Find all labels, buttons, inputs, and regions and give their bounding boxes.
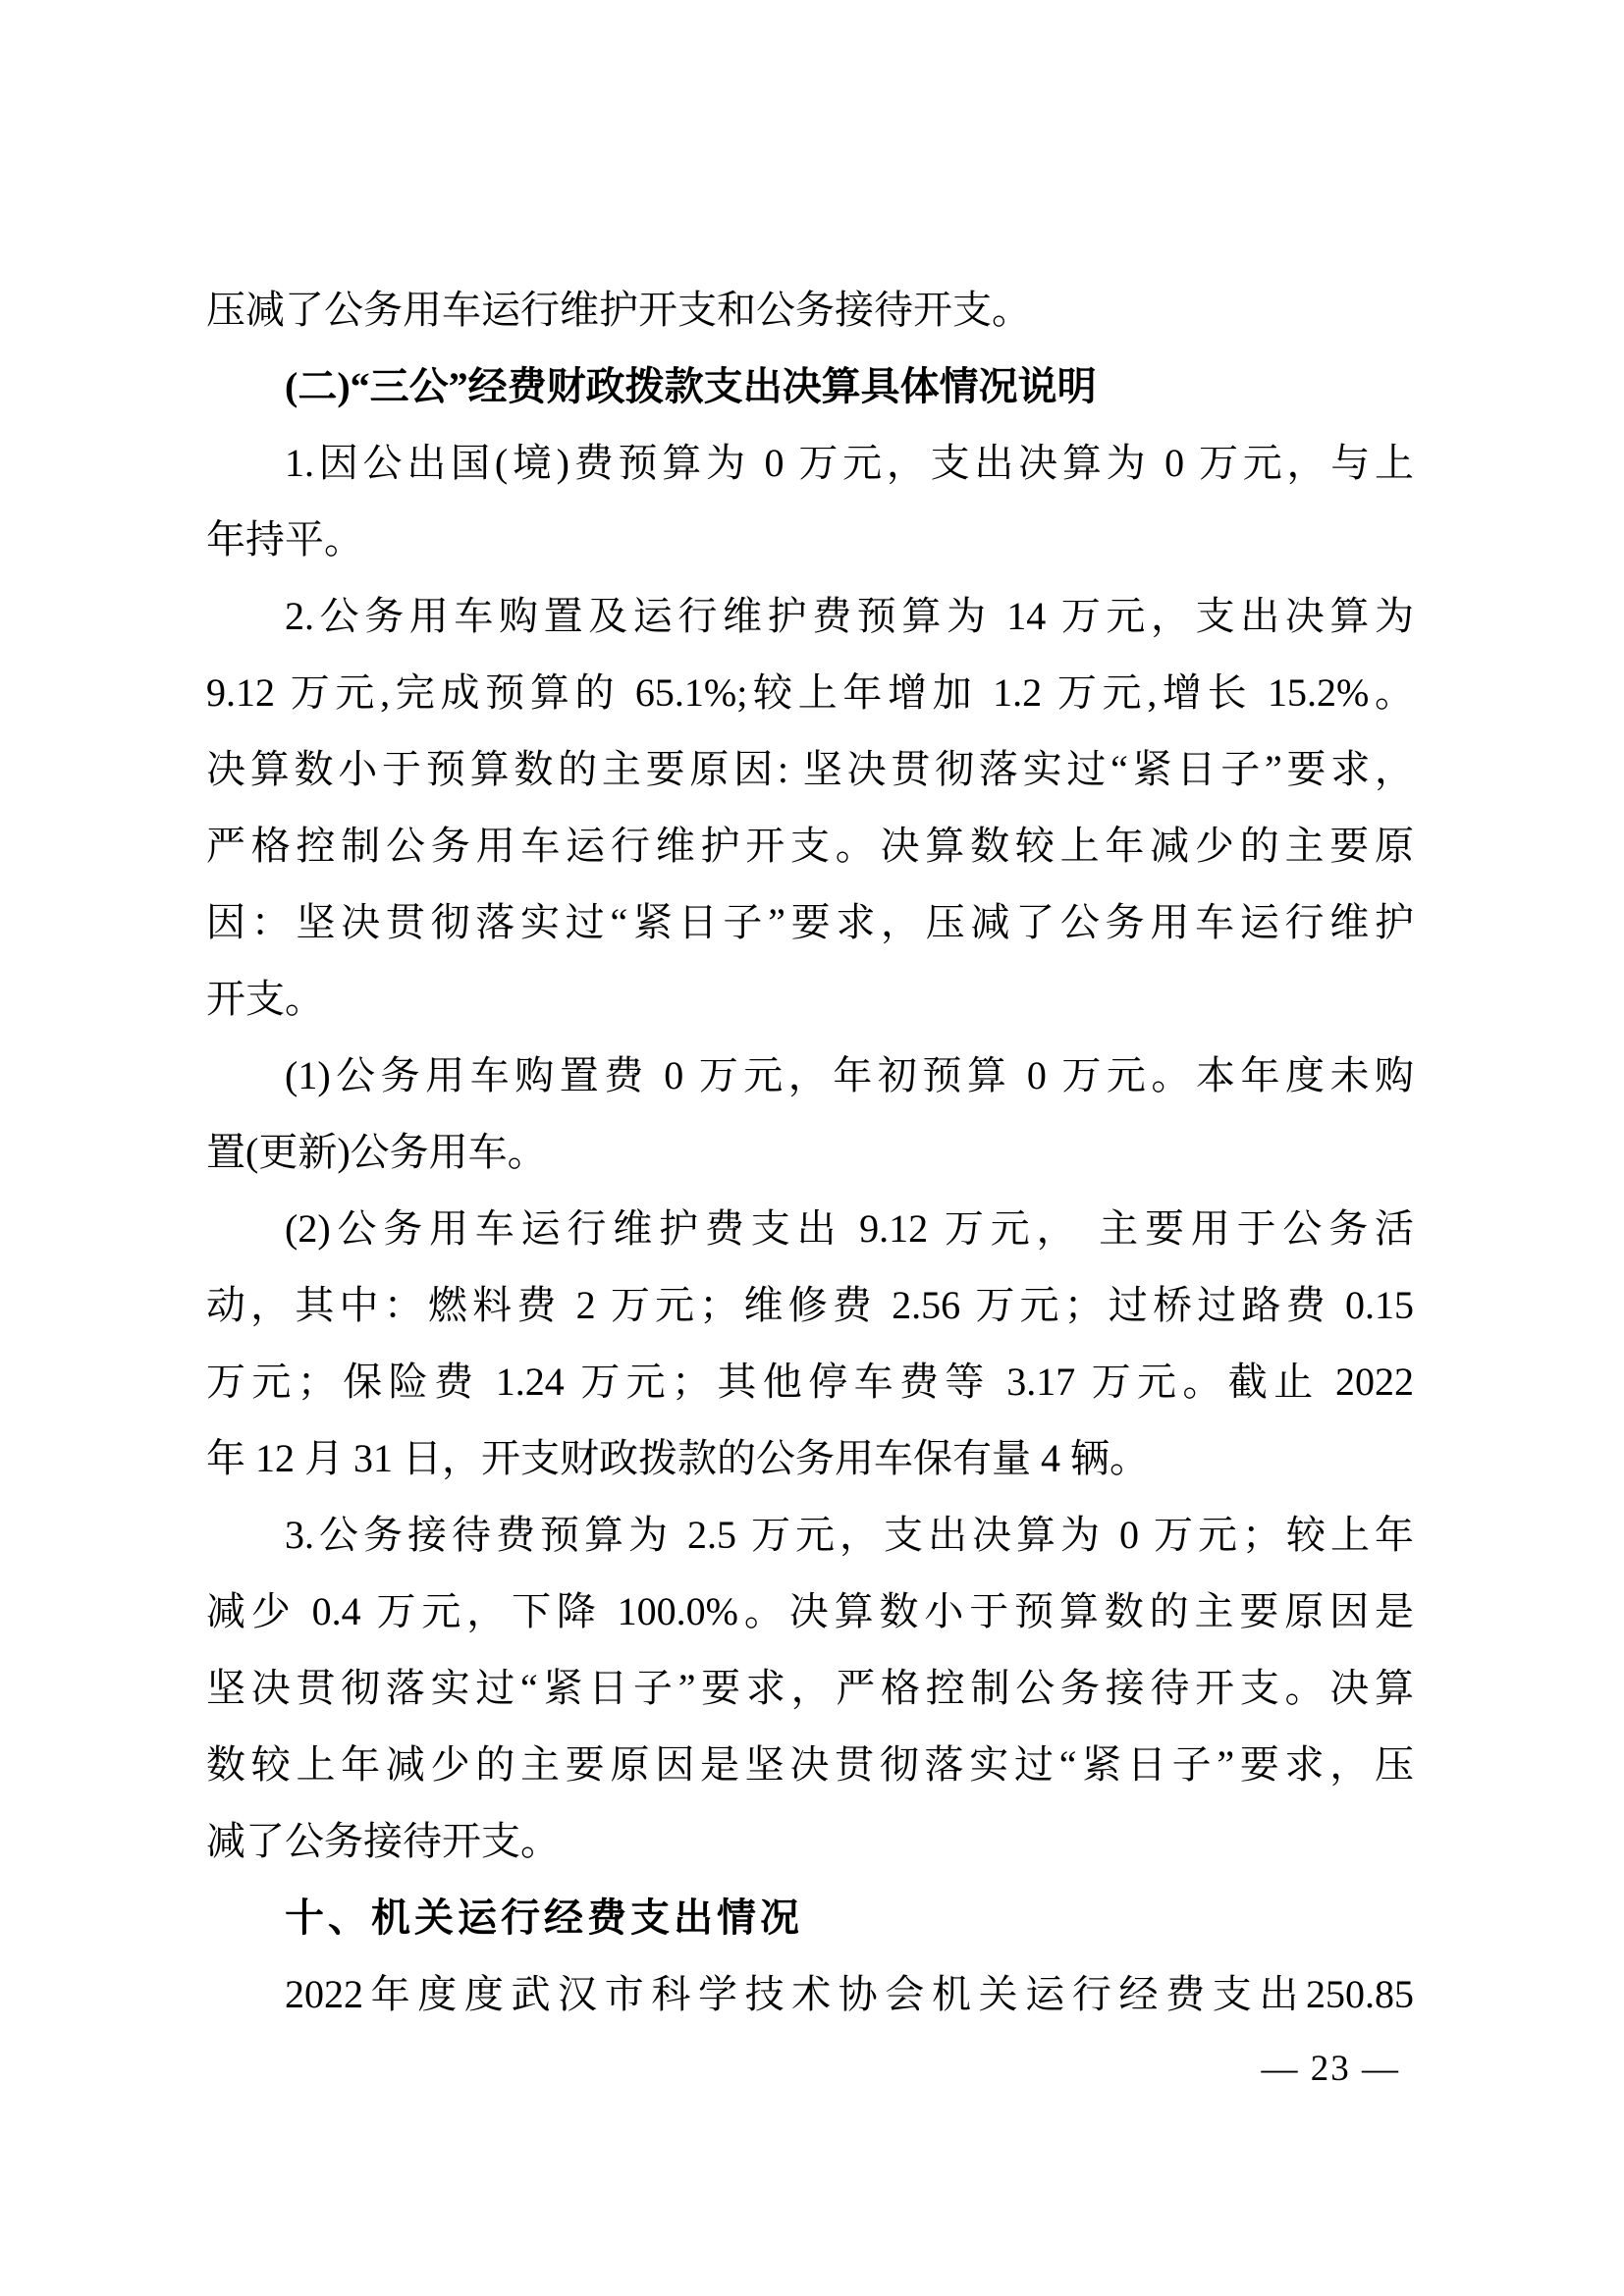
text-line-10: 开支。 (206, 977, 324, 1021)
text-line-7: 决算数小于预算数的主要原因: 坚决贯彻落实过“紧日子”要求， (206, 747, 1414, 791)
text-line-9: 因：坚决贯彻落实过“紧日子”要求，压减了公务用车运行维护 (206, 900, 1414, 944)
page-number: — 23 — (1261, 2049, 1400, 2089)
text-line-13: (2)公务用车运行维护费支出 9.12 万元， 主要用于公务活 (285, 1206, 1414, 1251)
text-line-11: (1)公务用车购置费 0 万元，年初预算 0 万元。本年度未购 (285, 1053, 1414, 1097)
text-line-6: 9.12 万元,完成预算的 65.1%;较上年增加 1.2 万元,增长 15.2%。 (206, 670, 1414, 715)
text-line-20: 数较上年减少的主要原因是坚决贯彻落实过“紧日子”要求，压 (206, 1742, 1414, 1787)
text-line-1: 压减了公务用车运行维护开支和公务接待开支。 (206, 288, 1031, 332)
text-line-15: 万元；保险费 1.24 万元；其他停车费等 3.17 万元。截止 2022 (206, 1360, 1414, 1404)
text-line-19: 坚决贯彻落实过“紧日子”要求，严格控制公务接待开支。决算 (206, 1666, 1414, 1710)
document-text-block (206, 272, 1414, 2033)
text-line-16: 年 12 月 31 日，开支财政拨款的公务用车保有量 4 辆。 (206, 1436, 1149, 1480)
text-line-18: 减少 0.4 万元，下降 100.0%。决算数小于预算数的主要原因是 (206, 1589, 1414, 1633)
text-line-17: 3.公务接待费预算为 2.5 万元，支出决算为 0 万元；较上年 (285, 1513, 1414, 1557)
text-line-5: 2.公务用车购置及运行维护费预算为 14 万元，支出决算为 (285, 594, 1414, 638)
text-line-23: 2022年度度武汉市科学技术协会机关运行经费支出250.85 (285, 1972, 1414, 2016)
text-line-21: 减了公务接待开支。 (206, 1819, 560, 1863)
text-line-14: 动，其中：燃料费 2 万元；维修费 2.56 万元；过桥过路费 0.15 (206, 1283, 1414, 1327)
text-line-3: 1.因公出国(境)费预算为 0 万元，支出决算为 0 万元，与上 (285, 441, 1414, 485)
text-line-22: 十、机关运行经费支出情况 (285, 1896, 803, 1940)
text-line-8: 严格控制公务用车运行维护开支。决算数较上年减少的主要原 (206, 824, 1414, 868)
text-line-4: 年持平。 (206, 517, 363, 561)
text-line-2: (二)“三公”经费财政拨款支出决算具体情况说明 (285, 364, 1097, 408)
text-line-12: 置(更新)公务用车。 (206, 1130, 547, 1174)
